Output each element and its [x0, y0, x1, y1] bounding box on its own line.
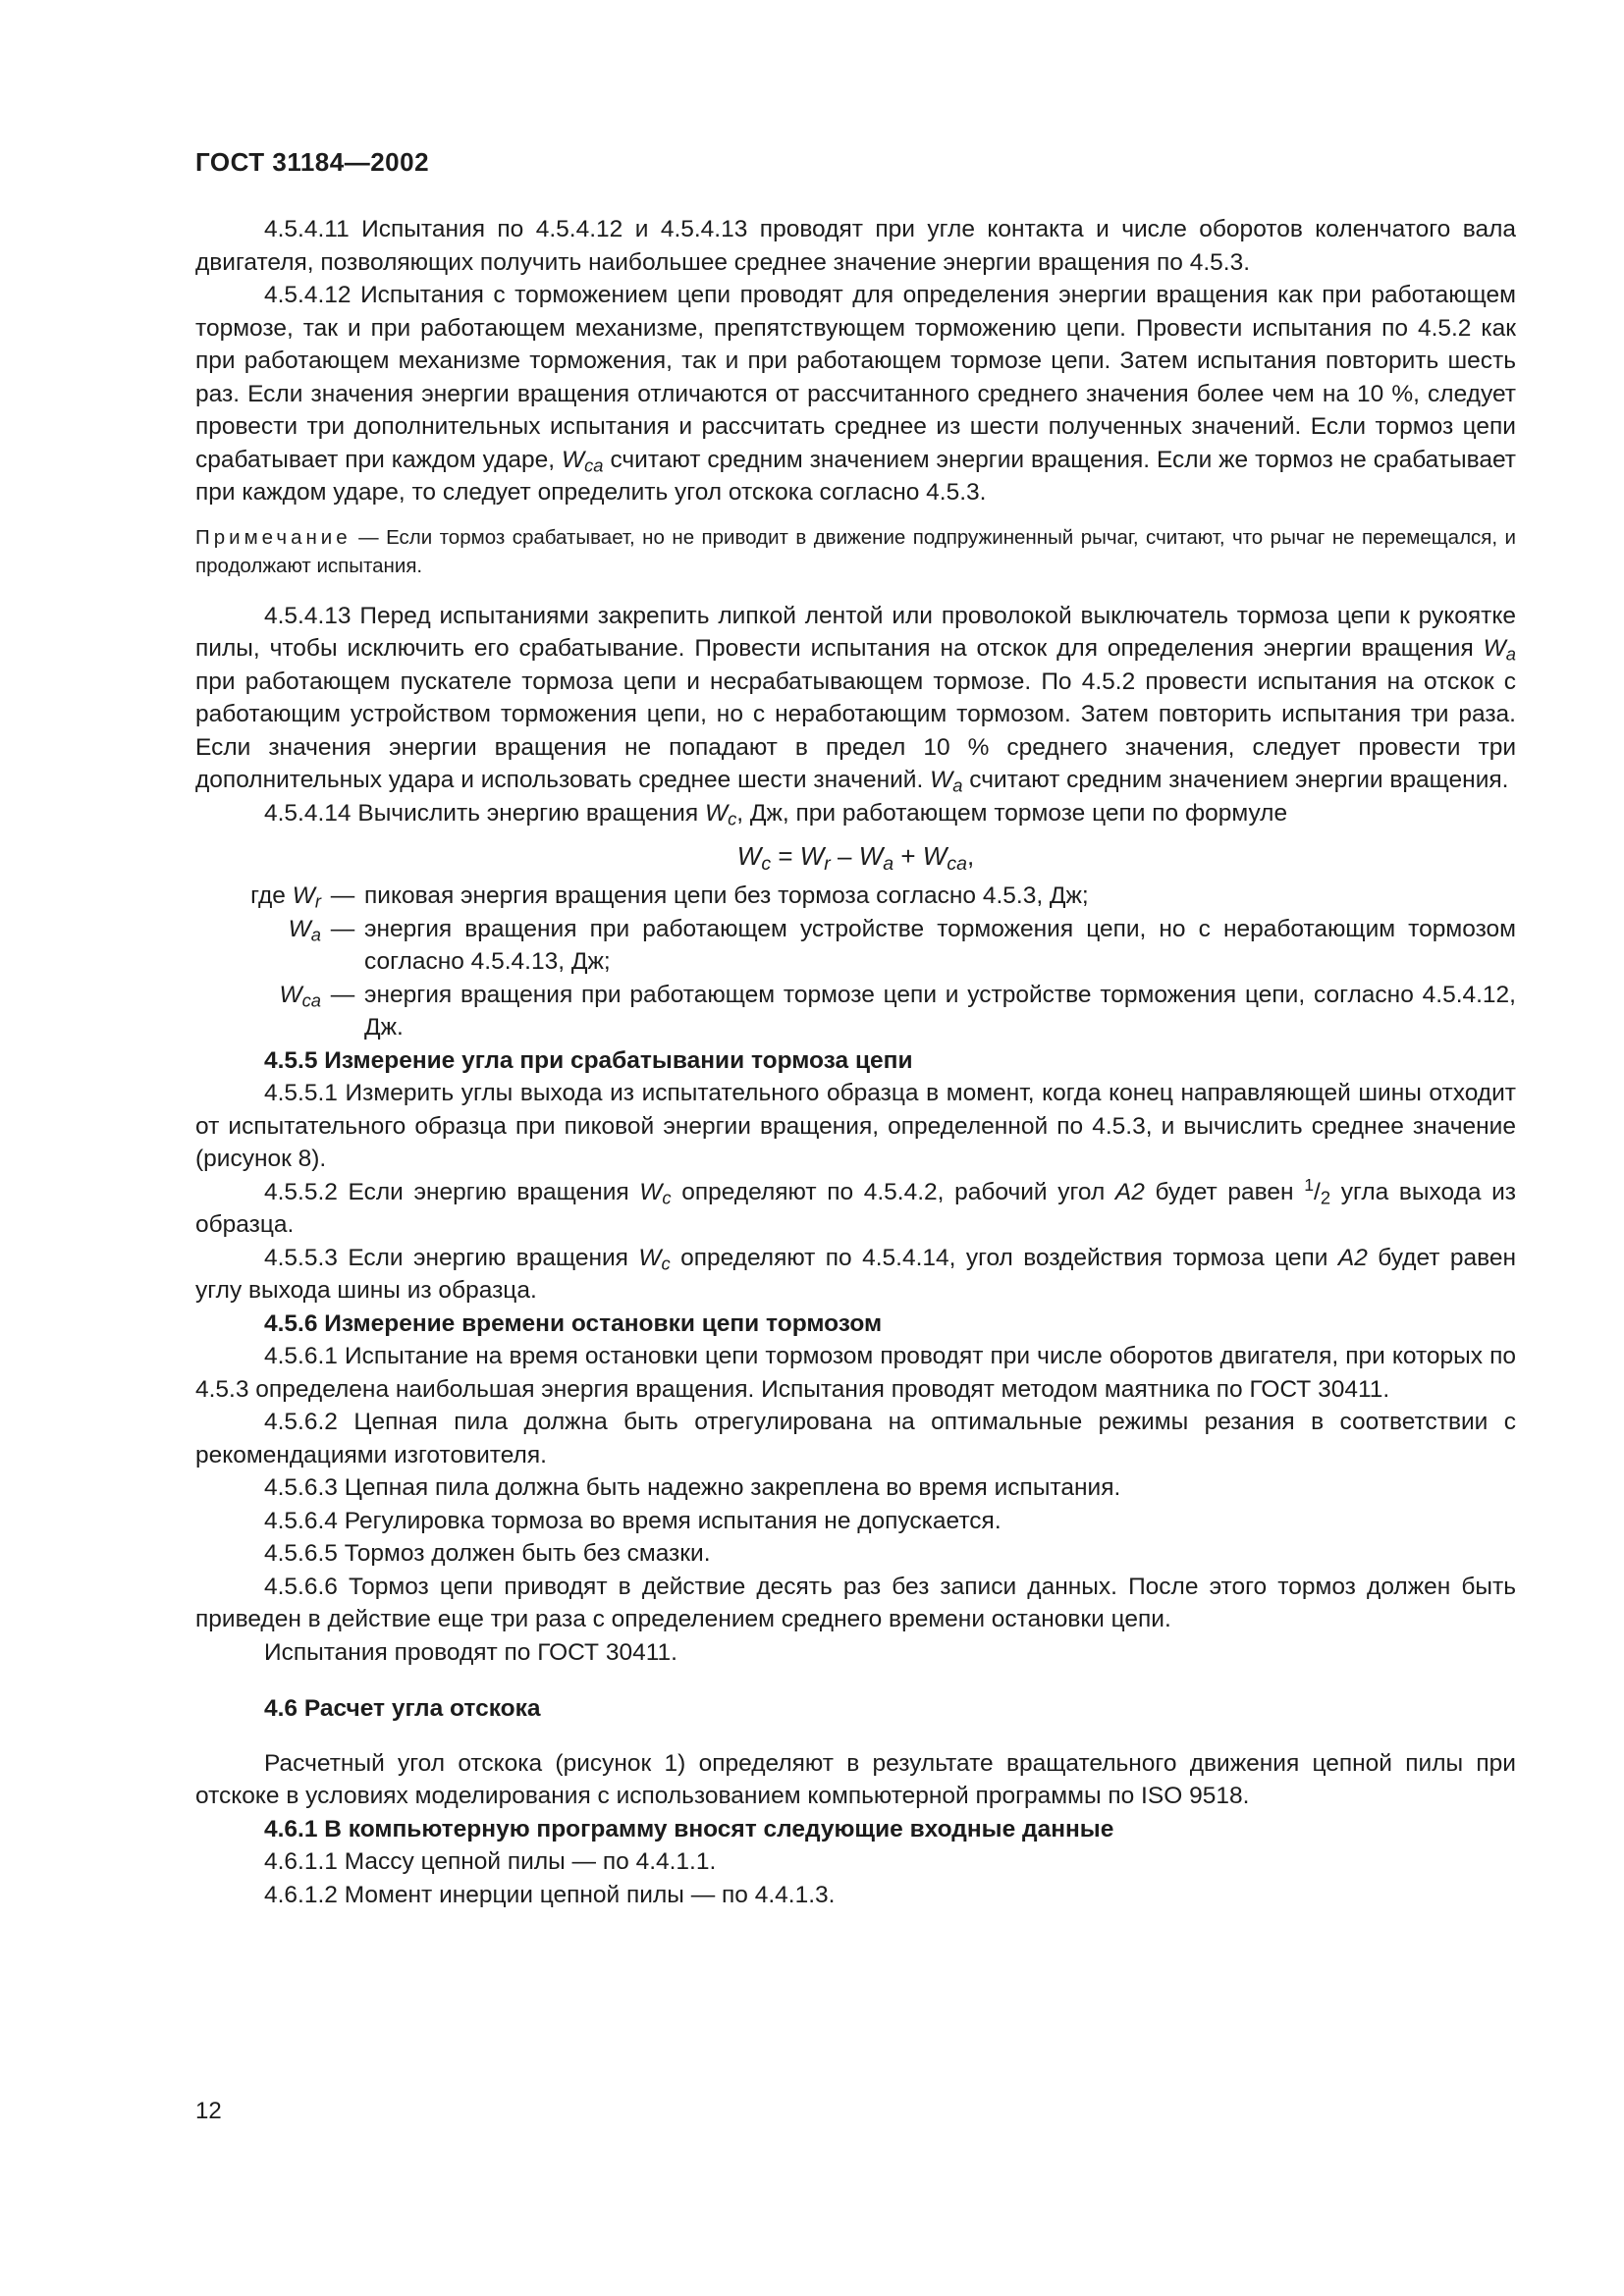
symbol-w-ca: $W_{ca}$ [562, 446, 604, 476]
document-header: ГОСТ 31184—2002 [195, 147, 430, 177]
paragraph-4-5-6-2: 4.5.6.2 Цепная пила должна быть отрегулирована на оптимальные режимы резания в соответствии с рекомендациями изготовителя. [195, 1409, 1516, 1468]
paragraph-4-5-5-2: 4.5.5.2 Если энергию вращения $W_c$ определяют по 4.5.4.2, рабочий угол A2 будет равен $^1/_2$ угла выхода из образца. [195, 1174, 1517, 1238]
note-text: — Если тормоз срабатывает, но не приводит в движение подпружиненный рычаг, считают, что рычаг не перемещался, и продолжают испытания. [195, 525, 1516, 577]
paragraph-4-5-6-4: 4.5.6.4 Регулировка тормоза во время испытания не допускается. [264, 1507, 1001, 1534]
paragraph-4-5-6-5: 4.5.6.5 Тормоз должен быть без смазки. [264, 1540, 711, 1567]
heading-4-6: 4.6 Расчет угла отскока [264, 1695, 541, 1722]
formula-wc: $W_c = W_r - W_a + W_{ca}$, [736, 841, 975, 875]
page-number: 12 [195, 2098, 222, 2124]
note-label: Примечание [195, 525, 352, 549]
heading-4-5-6: 4.5.6 Измерение времени остановки цепи тормозом [264, 1309, 883, 1337]
paragraph-4-6: Расчетный угол отскока (рисунок 1) определяют в результате вращательного движения цепной пилы при отскоке в условиях моделирования с использованием компьютерной программы по ISO 9518. [195, 1749, 1516, 1809]
symbol-explanations [195, 880, 1516, 1044]
paragraph-4-5-4-11: 4.5.4.11 Испытания по 4.5.4.12 и 4.5.4.13 проводят при угле контакта и числе оборотов коленчатого вала двигателя, позволяющих получить наибольшее среднее значение энергии вращения по 4.5.3. [195, 216, 1516, 276]
explanation-row-wca: $W_{ca}$ — энергия вращения при работающем тормозе цепи и устройстве торможения цепи, согласно 4.5.4.12, Дж. [279, 981, 1516, 1041]
paragraph-4-5-6-6: 4.5.6.6 Тормоз цепи приводят в действие десять раз без записи данных. После этого тормоз должен быть приведен в действие еще три раза с определением среднего времени остановки цепи. [195, 1573, 1516, 1632]
heading-4-6-1: 4.6.1 В компьютерную программу вносят следующие входные данные [264, 1815, 1114, 1842]
paragraph-4-5-6-1: 4.5.6.1 Испытание на время остановки цепи тормозом проводят при числе оборотов двигателя, при которых по 4.5.3 определена наибольшая энергия вращения. Испытания проводят методом маятника по ГОСТ 30411. [195, 1343, 1516, 1403]
paragraph-4-6-1-2: 4.6.1.2 Момент инерции цепной пилы — по 4.4.1.3. [264, 1881, 836, 1908]
fraction-one-half: $^1/_2$ [1304, 1174, 1331, 1208]
paragraph-4-6-1-1: 4.6.1.1 Массу цепной пилы — по 4.4.1.1. [264, 1848, 717, 1875]
paragraph-4-5-4-14: 4.5.4.14 Вычислить энергию вращения $W_c$, Дж, при работающем тормозе цепи по формуле [264, 799, 1288, 829]
note [195, 523, 1516, 580]
explanation-row-wr: где $W_r$ — пиковая энергия вращения цепи без тормоза согласно 4.5.3, Дж; [250, 882, 1089, 912]
paragraph-4-5-6-3: 4.5.6.3 Цепная пила должна быть надежно закреплена во время испытания. [264, 1474, 1121, 1501]
paragraph-4-5-4-13: 4.5.4.13 Перед испытаниями закрепить липкой лентой или проволокой выключатель тормоза цепи к рукоятке пилы, чтобы исключить его срабатывание. Провести испытания на отскок для определения энергии вращения $W_a$ при работающем пускателе тормоза цепи и несрабатывающем тормозе. По 4.5.2 провести испытания на отскок с работающим устройством торможения цепи, но с неработающим тормозом. Затем повторить испытания три раза. Если значения энергии вращения не попадают в предел 10 % среднего значения, следует провести три дополнительных удара и использовать среднее шести значений. $W_a$ считают средним значением энергии вращения. [195, 602, 1516, 796]
paragraph-4-5-5-1: 4.5.5.1 Измерить углы выхода из испытательного образца в момент, когда конец направляющей шины отходит от испытательного образца при пиковой энергии вращения, определенной по 4.5.3, и вычислить среднее значение (рисунок 8). [195, 1080, 1516, 1172]
symbol-w-a: $W_a$ [930, 767, 963, 796]
paragraph-4-5-5-3: 4.5.5.3 Если энергию вращения $W_c$ определяют по 4.5.4.14, угол воздействия тормоза цепи A2 будет равен углу выхода шины из образца. [195, 1244, 1517, 1304]
explanation-row-wa: $W_a$ — энергия вращения при работающем устройстве торможения цепи, но с неработающим тормозом согласно 4.5.4.13, Дж; [288, 915, 1516, 975]
paragraph-tests-gost: Испытания проводят по ГОСТ 30411. [264, 1638, 677, 1666]
heading-4-5-5: 4.5.5 Измерение угла при срабатывании тормоза цепи [264, 1046, 913, 1074]
symbol-w-c: $W_c$ [704, 799, 737, 829]
paragraph-4-5-4-12: 4.5.4.12 Испытания с торможением цепи проводят для определения энергии вращения как при работающем тормозе, так и при работающем механизме, препятствующем торможению цепи. Провести испытания по 4.5.2 как при работающем механизме торможения, так и при работающем тормозе цепи. Затем испытания повторить шесть раз. Если значения энергии вращения отличаются от рассчитанного среднего значения более чем на 10 %, следует провести три дополнительных испытания и рассчитать среднее из шести полученных значений. Если тормоз цепи срабатывает при каждом ударе, $W_{ca}$ считают средним значением энергии вращения. Если же тормоз не срабатывает при каждом ударе, то следует определить угол отскока согласно 4.5.3. [195, 282, 1516, 506]
symbol-w-a: $W_a$ [1483, 635, 1516, 665]
document-page [195, 147, 1516, 1911]
